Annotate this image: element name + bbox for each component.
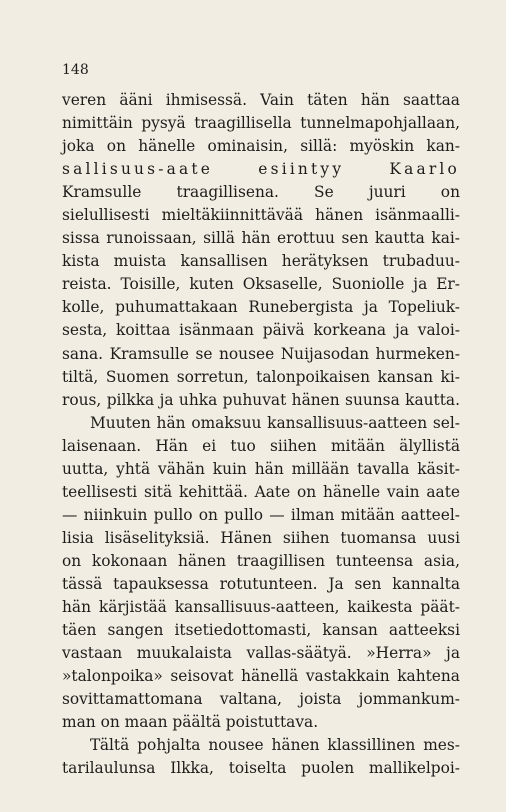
text-line: uutta, yhtä vähän kuin hän millään tavalla käsit- xyxy=(62,459,460,478)
text-line: tässä tapauksessa rotutunteen. Ja sen kannalta xyxy=(62,574,460,593)
text-line: vastaan muukalaista vallas-säätyä. »Herra» ja xyxy=(62,644,460,663)
text-line: Muuten hän omaksuu kansallisuus-aatteen sel- xyxy=(90,413,460,432)
text-line: nimittäin pysyä traagillisella tunnelmapohjallaan, xyxy=(62,114,460,133)
text-line: Tältä pohjalta nousee hänen klassillinen mes- xyxy=(90,736,460,755)
body-text xyxy=(62,89,460,780)
text-line: kolle, puhumattakaan Runebergista ja Topeliuk- xyxy=(62,298,460,317)
text-line: sovittamattomana valtana, joista jommankum- xyxy=(62,690,460,709)
text-line: sielullisesti mieltäkiinnittävää hänen isänmaalli- xyxy=(62,206,460,225)
text-line: veren ääni ihmisessä. Vain täten hän saattaa xyxy=(62,91,460,109)
text-line: »talonpoika» seisovat hänellä vastakkain kahtena xyxy=(62,667,460,686)
text-line: lisia lisäselityksiä. Hänen siihen tuomansa uusi xyxy=(62,528,460,547)
text-line: teellisesti sitä kehittää. Aate on hänelle vain aate xyxy=(62,482,460,501)
text-line: — niinkuin pullo on pullo — ilman mitään aatteel- xyxy=(62,505,460,524)
text-line: rous, pilkka ja uhka puhuvat hänen suunsa kautta. xyxy=(62,390,460,409)
text-line: Kramsulle traagillisena. Se juuri on xyxy=(62,183,460,202)
text-line: hän kärjistää kansallisuus-aatteen, kaikesta päät- xyxy=(62,598,460,617)
text-line: täen sangen itsetiedottomasti, kansan aatteeksi xyxy=(62,621,460,640)
text-line: kista muista kansallisen herätyksen trubaduu- xyxy=(62,252,460,271)
text-line: man on maan päältä poistuttava. xyxy=(62,713,319,732)
text-line: sesta, koittaa isänmaan päivä korkeana ja valoi- xyxy=(62,321,460,340)
text-line: tiltä, Suomen sorretun, talonpoikaisen kansan ki- xyxy=(62,367,460,386)
text-line: on kokonaan hänen traagillisen tunteensa asia, xyxy=(62,551,460,570)
text-line: laisenaan. Hän ei tuo siihen mitään älyllistä xyxy=(62,436,460,455)
text-line: sallisuus-aate esiintyy Kaarlo xyxy=(62,160,460,179)
text-line: joka on hänelle ominaisin, sillä: myöskin kan- xyxy=(62,137,460,156)
text-line: sana. Kramsulle se nousee Nuijasodan hurmeken- xyxy=(62,344,460,363)
page-number: 148 xyxy=(62,62,89,78)
text-line: sissa runoissaan, sillä hän erottuu sen kautta kai- xyxy=(62,229,460,248)
text-line: tarilaulunsa Ilkka, toiselta puolen mallikelpoi- xyxy=(62,759,460,778)
text-line: reista. Toisille, kuten Oksaselle, Suoniolle ja Er- xyxy=(62,275,460,294)
